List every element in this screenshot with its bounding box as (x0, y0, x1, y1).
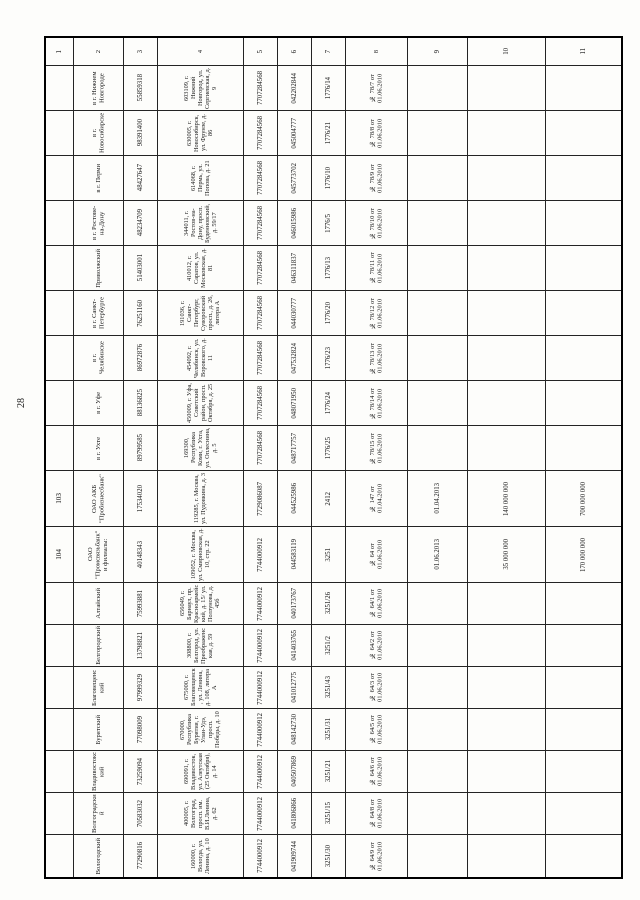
cell-bank-name: Бурятский (74, 709, 124, 751)
cell-inn: 7744000912 (244, 751, 278, 793)
cell-total-limit: 700 000 000 (546, 471, 621, 527)
cell-bank-name: Алтайский (74, 583, 124, 625)
cell-inn: 7707284568 (244, 156, 278, 201)
table-row (46, 381, 621, 426)
cell-bik: 040507869 (278, 751, 312, 793)
column-number-cell: 5 (244, 38, 278, 66)
cell-inn: 7707284568 (244, 246, 278, 291)
table-row (46, 246, 621, 291)
cell-limit (468, 835, 546, 877)
cell-inn: 7744000912 (244, 667, 278, 709)
cell-okpo: 48427647 (124, 156, 158, 201)
cell-date (408, 709, 468, 751)
cell-reg-number: 1776/14 (312, 66, 346, 111)
cell-contract: № 64/6 от 01.06.2010 (346, 751, 408, 793)
cell-date (408, 426, 468, 471)
cell-row-number (46, 201, 74, 246)
cell-reg-number: 3251 (312, 527, 346, 583)
cell-address: 119285, г. Москва, ул. Пудовкина, д. 3 (158, 471, 244, 527)
cell-total-limit (546, 835, 621, 877)
cell-limit (468, 111, 546, 156)
cell-date (408, 381, 468, 426)
cell-inn: 7707284568 (244, 426, 278, 471)
table-row (46, 156, 621, 201)
cell-bank-name: Благовещенский (74, 667, 124, 709)
cell-row-number (46, 381, 74, 426)
cell-total-limit (546, 583, 621, 625)
cell-date: 01.04.2013 (408, 471, 468, 527)
cell-reg-number: 3251/26 (312, 583, 346, 625)
cell-reg-number: 3251/30 (312, 835, 346, 877)
cell-okpo: 73259094 (124, 751, 158, 793)
cell-bik: 044583119 (278, 527, 312, 583)
cell-bik: 041909744 (278, 835, 312, 877)
cell-limit (468, 246, 546, 291)
cell-row-number (46, 246, 74, 291)
cell-reg-number: 1776/13 (312, 246, 346, 291)
cell-bik: 048717757 (278, 426, 312, 471)
table-row (46, 336, 621, 381)
cell-bik: 046311837 (278, 246, 312, 291)
cell-inn: 7744000912 (244, 527, 278, 583)
table-row (46, 625, 621, 667)
cell-bank-name: Приволжский (74, 246, 124, 291)
cell-address: 656049, г. Барнаул, пр. Красноармейский, д. 15/ ул. Ползунова, д. 45б (158, 583, 244, 625)
cell-address: 410012, г. Саратов, ул. Московская, д. 81 (158, 246, 244, 291)
cell-address: 454092, г. Челябинск, ул. Воровского, д. 11 (158, 336, 244, 381)
cell-address: 344011, г. Ростов-на-Дону, просп. Буденновский, д. 59/17 (158, 201, 244, 246)
cell-contract: № 64/5 от 01.06.2010 (346, 709, 408, 751)
table-header-row (46, 38, 621, 66)
cell-date: 01.06.2013 (408, 527, 468, 583)
cell-row-number (46, 156, 74, 201)
cell-row-number (46, 709, 74, 751)
cell-reg-number: 3251/31 (312, 709, 346, 751)
cell-limit (468, 583, 546, 625)
cell-inn: 7729086087 (244, 471, 278, 527)
cell-total-limit (546, 751, 621, 793)
table-row (46, 709, 621, 751)
cell-address: 690091, г. Владивосток, ул. Алеутская (25 Октября), д. 14 (158, 751, 244, 793)
column-number-cell: 8 (346, 38, 408, 66)
cell-total-limit (546, 156, 621, 201)
cell-row-number: 104 (46, 527, 74, 583)
cell-inn: 7744000912 (244, 625, 278, 667)
cell-date (408, 246, 468, 291)
cell-contract: № 78/9 от 01.06.2010 (346, 156, 408, 201)
cell-total-limit (546, 793, 621, 835)
cell-row-number (46, 667, 74, 709)
cell-row-number: 103 (46, 471, 74, 527)
cell-okpo: 89799585 (124, 426, 158, 471)
cell-row-number (46, 426, 74, 471)
cell-bank-name: Вологодский (74, 835, 124, 877)
cell-row-number (46, 583, 74, 625)
cell-total-limit (546, 111, 621, 156)
cell-row-number (46, 291, 74, 336)
table-row (46, 835, 621, 877)
column-number-cell: 9 (408, 38, 468, 66)
cell-total-limit (546, 291, 621, 336)
cell-limit (468, 381, 546, 426)
cell-reg-number: 1776/5 (312, 201, 346, 246)
cell-total-limit (546, 66, 621, 111)
cell-address: 675000, г. Благовещенск, ул. Ленина, д. 108, литера А (158, 667, 244, 709)
column-number-cell: 6 (278, 38, 312, 66)
cell-row-number (46, 751, 74, 793)
cell-inn: 7744000912 (244, 583, 278, 625)
cell-date (408, 667, 468, 709)
cell-contract: № 78/10 от 01.06.2010 (346, 201, 408, 246)
cell-bik: 041806866 (278, 793, 312, 835)
cell-bank-name: в г. Нижнем Новгороде (74, 66, 124, 111)
cell-limit (468, 201, 546, 246)
cell-inn: 7707284568 (244, 291, 278, 336)
table-row (46, 793, 621, 835)
cell-contract: № 64/2 от 01.06.2010 (346, 625, 408, 667)
cell-inn: 7707284568 (244, 201, 278, 246)
cell-okpo: 97999329 (124, 667, 158, 709)
cell-reg-number: 3251/15 (312, 793, 346, 835)
column-number-cell: 10 (468, 38, 546, 66)
cell-address: 614068, г. Пермь, ул. Попова, д. 21 (158, 156, 244, 201)
column-number-cell: 11 (546, 38, 621, 66)
cell-reg-number: 1776/10 (312, 156, 346, 201)
cell-address: 603109, г. Нижний Новгород, ул. Сергиевская, д. 9 (158, 66, 244, 111)
cell-reg-number: 1776/24 (312, 381, 346, 426)
cell-address: 630005, г. Новосибирск, ул. Фрунзе, д. 86 (158, 111, 244, 156)
cell-contract: № 78/7 от 01.06.2010 (346, 66, 408, 111)
cell-inn: 7744000912 (244, 835, 278, 877)
cell-row-number (46, 793, 74, 835)
cell-okpo: 86972876 (124, 336, 158, 381)
cell-address: 191036, г. Санкт-Петербург, Суворовский просп., д. 26, литера А (158, 291, 244, 336)
cell-total-limit (546, 709, 621, 751)
cell-bank-name: в г. Санкт-Петербурге (74, 291, 124, 336)
cell-limit (468, 426, 546, 471)
cell-contract: № 64/8 от 01.06.2010 (346, 793, 408, 835)
cell-okpo: 77098009 (124, 709, 158, 751)
cell-bik: 041012775 (278, 667, 312, 709)
cell-inn: 7707284568 (244, 336, 278, 381)
cell-contract: № 78/15 от 01.06.2010 (346, 426, 408, 471)
cell-date (408, 291, 468, 336)
cell-row-number (46, 66, 74, 111)
cell-okpo: 40148343 (124, 527, 158, 583)
cell-limit (468, 751, 546, 793)
cell-address: 109052, г. Москва, ул. Смирновская, д. 10, стр. 22 (158, 527, 244, 583)
cell-bik: 045004777 (278, 111, 312, 156)
cell-date (408, 793, 468, 835)
cell-address: 450009, г. Уфа, Советский район, просп. Октября, д. 25 (158, 381, 244, 426)
cell-total-limit (546, 381, 621, 426)
cell-bank-name: в г. Перми (74, 156, 124, 201)
cell-total-limit (546, 667, 621, 709)
cell-contract: № 147 от 01.04.2010 (346, 471, 408, 527)
cell-row-number (46, 625, 74, 667)
column-number-cell: 2 (74, 38, 124, 66)
cell-contract: № 64/3 от 01.06.2010 (346, 667, 408, 709)
cell-bank-name: ОАО "Промсвязьбанк" и филиалы: (74, 527, 124, 583)
cell-bik: 044030777 (278, 291, 312, 336)
cell-limit (468, 667, 546, 709)
cell-address: 308800, г. Белгород, ул. Преображенская, д. 59 (158, 625, 244, 667)
cell-okpo: 55859318 (124, 66, 158, 111)
cell-contract: № 78/12 от 01.06.2010 (346, 291, 408, 336)
cell-row-number (46, 111, 74, 156)
cell-limit: 35 000 000 (468, 527, 546, 583)
cell-bik: 047532824 (278, 336, 312, 381)
table-row (46, 583, 621, 625)
cell-address: 400005, г. Волгоград, просп. им. В.И.Ленина, д. 62 (158, 793, 244, 835)
table-row (46, 426, 621, 471)
cell-okpo: 13798821 (124, 625, 158, 667)
cell-date (408, 751, 468, 793)
cell-limit (468, 709, 546, 751)
cell-bik: 041403765 (278, 625, 312, 667)
cell-bank-name: в г. Новосибирске (74, 111, 124, 156)
cell-reg-number: 3251/21 (312, 751, 346, 793)
cell-bik: 048142730 (278, 709, 312, 751)
table-row (46, 111, 621, 156)
cell-limit (468, 291, 546, 336)
column-number-cell: 3 (124, 38, 158, 66)
cell-total-limit: 170 000 000 (546, 527, 621, 583)
cell-date (408, 66, 468, 111)
cell-bik: 040173767 (278, 583, 312, 625)
cell-reg-number: 1776/21 (312, 111, 346, 156)
cell-bik: 044525986 (278, 471, 312, 527)
table-row (46, 471, 621, 527)
cell-okpo: 51403001 (124, 246, 158, 291)
cell-limit (468, 66, 546, 111)
cell-total-limit (546, 336, 621, 381)
cell-reg-number: 1776/20 (312, 291, 346, 336)
cell-date (408, 201, 468, 246)
cell-reg-number: 1776/25 (312, 426, 346, 471)
cell-inn: 7707284568 (244, 66, 278, 111)
cell-bik: 048071950 (278, 381, 312, 426)
table-row (46, 527, 621, 583)
cell-address: 160000, г. Вологда, ул. Ленина, д. 10 (158, 835, 244, 877)
cell-reg-number: 3251/43 (312, 667, 346, 709)
cell-okpo: 88136825 (124, 381, 158, 426)
table-row (46, 201, 621, 246)
cell-okpo: 17534020 (124, 471, 158, 527)
cell-contract: № 64/9 от 01.06.2010 (346, 835, 408, 877)
cell-reg-number: 3251/2 (312, 625, 346, 667)
table-row (46, 66, 621, 111)
cell-limit: 140 000 000 (468, 471, 546, 527)
cell-date (408, 625, 468, 667)
cell-bank-name: Белгородский (74, 625, 124, 667)
cell-limit (468, 156, 546, 201)
cell-address: 670000, Республика Бурятия, г. Улан-Удэ, просп. Победы, д. 10 (158, 709, 244, 751)
cell-date (408, 583, 468, 625)
cell-okpo: 77290816 (124, 835, 158, 877)
cell-limit (468, 336, 546, 381)
table-row (46, 751, 621, 793)
cell-total-limit (546, 246, 621, 291)
cell-okpo: 70583032 (124, 793, 158, 835)
cell-total-limit (546, 201, 621, 246)
cell-date (408, 156, 468, 201)
cell-contract: № 64/1 от 01.06.2010 (346, 583, 408, 625)
cell-contract: № 78/8 от 01.06.2010 (346, 111, 408, 156)
cell-bank-name: в г. Ростове-на-Дону (74, 201, 124, 246)
cell-contract: № 78/13 от 01.06.2010 (346, 336, 408, 381)
cell-inn: 7744000912 (244, 793, 278, 835)
cell-inn: 7707284568 (244, 381, 278, 426)
cell-bank-name: Владивостокский (74, 751, 124, 793)
page-number: 28 (16, 398, 27, 408)
cell-reg-number: 2412 (312, 471, 346, 527)
cell-okpo: 75993881 (124, 583, 158, 625)
cell-bank-name: ОАО АКБ "Пробизнесбанк" (74, 471, 124, 527)
column-number-cell: 4 (158, 38, 244, 66)
banks-table (44, 36, 623, 879)
cell-contract: № 78/11 от 01.06.2010 (346, 246, 408, 291)
cell-limit (468, 625, 546, 667)
cell-bik: 045773702 (278, 156, 312, 201)
table-row (46, 291, 621, 336)
cell-reg-number: 1776/23 (312, 336, 346, 381)
cell-date (408, 111, 468, 156)
cell-total-limit (546, 625, 621, 667)
cell-row-number (46, 336, 74, 381)
cell-okpo: 98391400 (124, 111, 158, 156)
cell-total-limit (546, 426, 621, 471)
cell-bank-name: в г. Челябинске (74, 336, 124, 381)
cell-inn: 7744000912 (244, 709, 278, 751)
cell-bik: 042202844 (278, 66, 312, 111)
cell-row-number (46, 835, 74, 877)
cell-bank-name: в г. Уфе (74, 381, 124, 426)
cell-bank-name: в г. Ухте (74, 426, 124, 471)
cell-bik: 046015986 (278, 201, 312, 246)
cell-contract: № 78/14 от 01.06.2010 (346, 381, 408, 426)
cell-date (408, 835, 468, 877)
cell-okpo: 76251160 (124, 291, 158, 336)
cell-okpo: 48234709 (124, 201, 158, 246)
cell-date (408, 336, 468, 381)
cell-inn: 7707284568 (244, 111, 278, 156)
column-number-cell: 1 (46, 38, 74, 66)
cell-bank-name: Волгоградский (74, 793, 124, 835)
cell-address: 169300, Республика Коми, г. Ухта, ул. Оплеснина, д. 5 (158, 426, 244, 471)
column-number-cell: 7 (312, 38, 346, 66)
cell-limit (468, 793, 546, 835)
cell-contract: № 64 от 01.06.2010 (346, 527, 408, 583)
table-row (46, 667, 621, 709)
